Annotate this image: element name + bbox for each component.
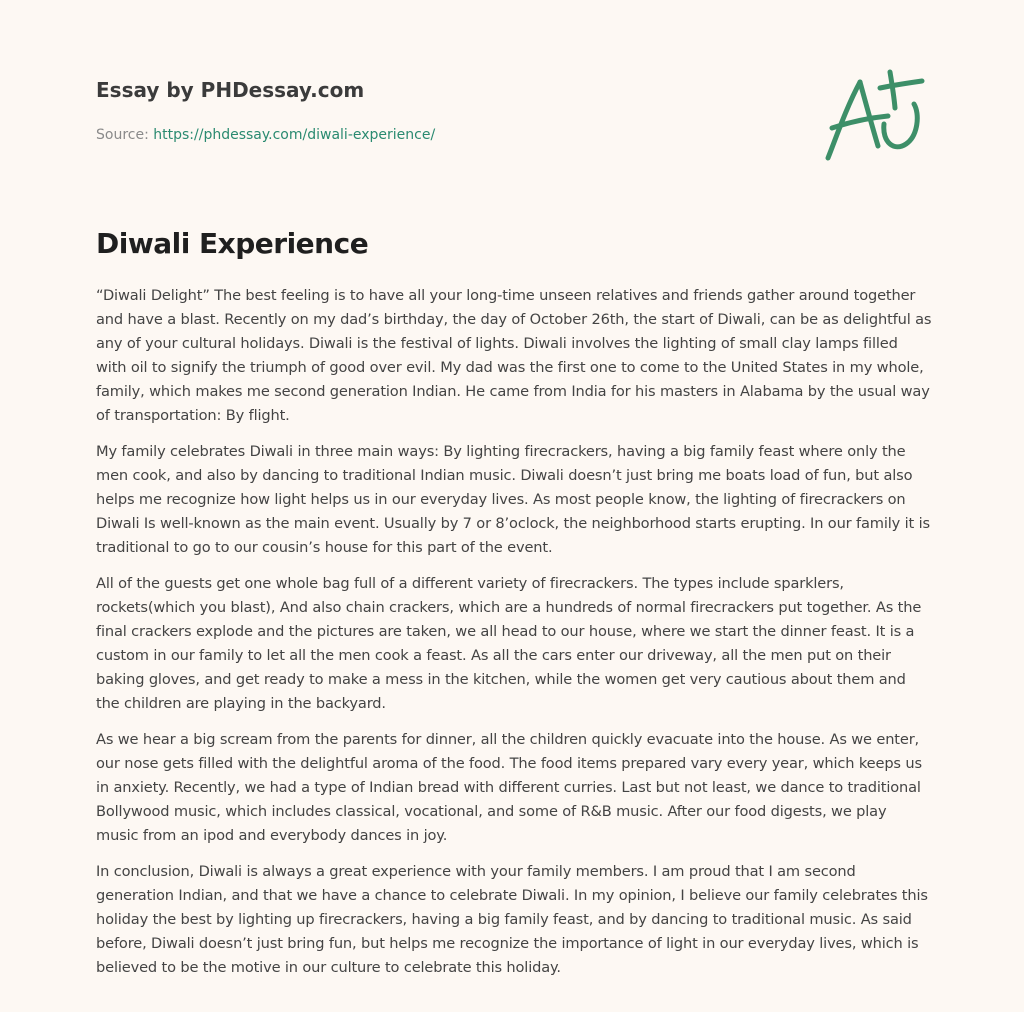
essay-title: Diwali Experience <box>96 227 369 260</box>
source-link[interactable]: https://phdessay.com/diwali-experience/ <box>153 127 436 143</box>
paragraph: My family celebrates Diwali in three main ways: By lighting firecrackers, having a big family feast where only the men cook, and also by dancing to traditional Indian music. Diwali doesn’t just bring me boats load of fun, but also helps me recognize how light helps us in our everyday lives. As most people know, the lighting of firecrackers on Diwali Is well-known as the main event. Usually by 7 or 8’oclock, the neighborhood starts erupting. In our family it is traditional to go to our cousin’s house for this part of the event. <box>96 443 930 556</box>
essay-body <box>96 284 932 992</box>
a-plus-logo <box>822 68 926 164</box>
brand-title: Essay by PHDessay.com <box>96 78 365 102</box>
paragraph: All of the guests get one whole bag full of a different variety of firecrackers. The types include sparklers, rockets(which you blast), And also chain crackers, which are a hundreds of normal firecrackers put together. As the final crackers explode and the pictures are taken, we all head to our house, where we start the dinner feast. It is a custom in our family to let all the men cook a feast. As all the cars enter our driveway, all the men put on their baking gloves, and get ready to make a mess in the kitchen, while the women get very cautious about them and the children are playing in the backyard. <box>96 575 922 712</box>
paragraph: “Diwali Delight” The best feeling is to have all your long-time unseen relatives and friends gather around together and have a blast. Recently on my dad’s birthday, the day of October 26th, the start of Diwali, can be as delightful as any of your cultural holidays. Diwali is the festival of lights. Diwali involves the lighting of small clay lamps filled with oil to signify the triumph of good over evil. My dad was the first one to come to the United States in my whole, family, which makes me second generation Indian. He came from India for his masters in Alabama by the usual way of transportation: By flight. <box>96 287 932 424</box>
source-line <box>96 126 796 144</box>
source-label: Source: <box>96 127 154 143</box>
paragraph: As we hear a big scream from the parents for dinner, all the children quickly evacuate into the house. As we enter, our nose gets filled with the delightful aroma of the food. The food items prepared vary every year, which keeps us in anxiety. Recently, we had a type of Indian bread with different curries. Last but not least, we dance to traditional Bollywood music, which includes classical, vocational, and some of R&B music. After our food digests, we play music from an ipod and everybody dances in joy. <box>96 731 922 844</box>
paragraph: In conclusion, Diwali is always a great experience with your family members. I am proud that I am second generation Indian, and that we have a chance to celebrate Diwali. In my opinion, I believe our family celebrates this holiday the best by lighting up firecrackers, having a big family feast, and by dancing to traditional music. As said before, Diwali doesn’t just bring fun, but helps me recognize the importance of light in our everyday lives, which is believed to be the motive in our culture to celebrate this holiday. <box>96 863 928 976</box>
essay-header <box>96 78 796 144</box>
